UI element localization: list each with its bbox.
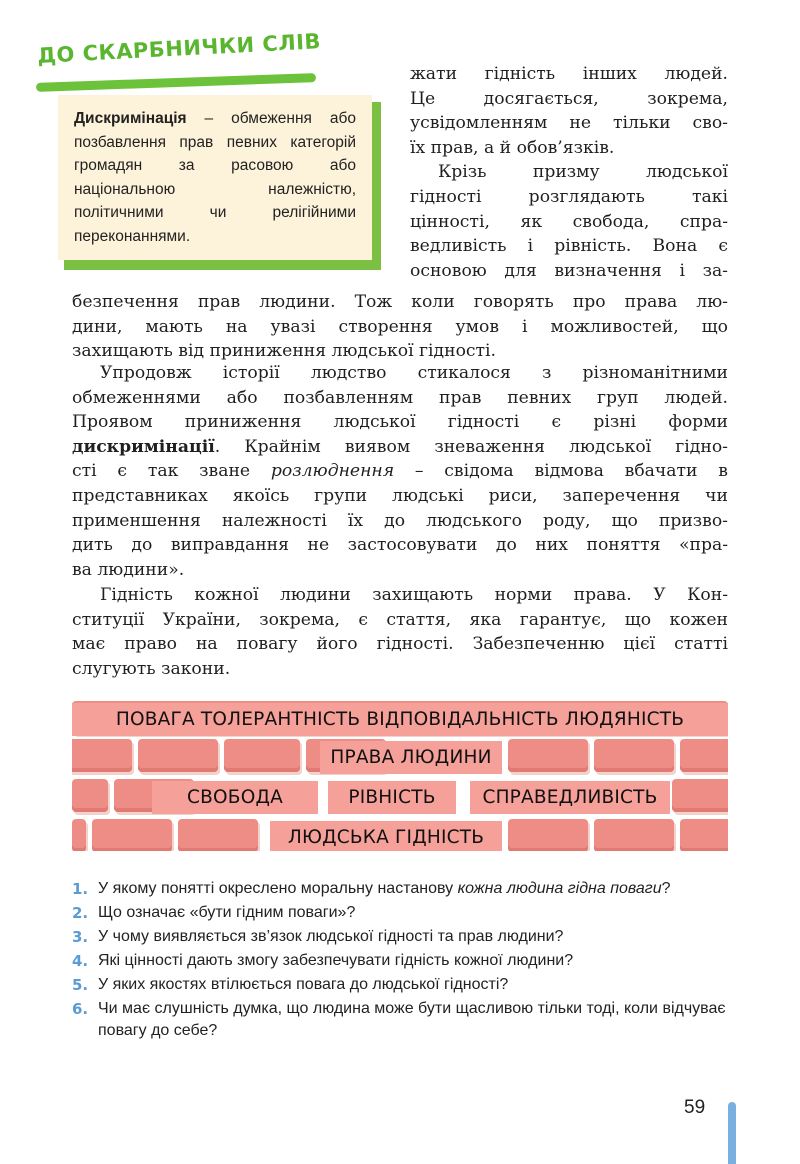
brick	[72, 779, 108, 812]
text-line: гідності розглядають такі	[410, 186, 728, 207]
questions-list	[72, 878, 732, 1044]
question-text: У чому виявляється зв’язок людської гідності та прав людини?	[98, 928, 564, 945]
text-line: ституції України, зокрема, є стаття, яка гарантує, що кожен	[72, 609, 728, 630]
brick	[72, 819, 86, 851]
question-text: У яких якостях втілюється повага до людської гідності?	[98, 976, 509, 993]
text-line: ведливість і рівність. Вона є	[410, 236, 728, 257]
question-item	[72, 902, 732, 924]
vocab-title: ДО СКАРБНИЧКИ СЛІВ	[36, 29, 322, 68]
text-line: применшення належності їх до людського роду, що призво-	[72, 510, 728, 531]
brick	[680, 819, 728, 851]
wall-label-human-dignity: ЛЮДСЬКА ГІДНІСТЬ	[270, 821, 502, 851]
question-item	[72, 878, 732, 900]
question-item	[72, 950, 732, 972]
brick	[594, 739, 674, 772]
question-text: У якому понятті окреслено моральну настанову	[98, 880, 458, 897]
question-number: 6.	[72, 1000, 89, 1018]
brick	[178, 819, 258, 851]
page-number: 59	[684, 1097, 706, 1118]
vocab-term: Дискримінація	[74, 110, 187, 127]
text-line: слугують закони.	[72, 658, 231, 679]
question-text: Чи має слушність думка, що людина може бути щасливою тільки тоді, коли відчуває повагу до себе?	[98, 1000, 726, 1039]
brick	[594, 819, 674, 851]
question-number: 3.	[72, 928, 89, 946]
question-text: ?	[661, 880, 671, 897]
brick	[138, 739, 218, 772]
text-line: Гідність кожної людини захищають норми права. У Кон-	[100, 585, 728, 605]
vocab-definition: – обмеження або позбавлення прав певних категорій громадян за расовою або національною належністю, політичними чи релігійними переконаннями.	[74, 110, 356, 245]
text-fragment: сті є так зване	[72, 461, 271, 482]
text-line: основою для визначення і за-	[410, 260, 728, 281]
text-line: Упродовж історії людство стикалося з різноманітними	[100, 363, 728, 383]
text-line: Крізь призму людської	[438, 162, 728, 183]
text-fragment: . Крайнім виявом зневаження людської гідно-	[214, 436, 728, 457]
question-number: 1.	[72, 880, 89, 898]
vocab-underline	[36, 73, 316, 92]
paragraph-right-column	[410, 62, 728, 283]
text-line: Проявом приниження людської гідності є різні форми	[72, 412, 728, 433]
brick-wall-illustration	[72, 701, 728, 851]
paragraph-continuation	[72, 290, 728, 364]
question-item	[72, 998, 732, 1042]
text-line: представниках якоїсь групи людські риси, заперечення чи	[72, 485, 728, 506]
text-line: жати гідність інших людей.	[410, 64, 728, 84]
question-text: Що означає «бути гідним поваги»?	[98, 904, 356, 921]
question-number: 5.	[72, 976, 89, 994]
brick	[92, 819, 172, 851]
question-number: 4.	[72, 952, 89, 970]
brick	[680, 739, 728, 772]
question-emphasis: кожна людина гідна поваги	[457, 880, 662, 897]
paragraph-constitution	[72, 583, 728, 681]
term-dehumanization: розлюднення	[270, 461, 395, 482]
text-line: захищають від приниження людської гідності.	[72, 341, 497, 362]
text-line: дини, мають на увазі створення умов і можливостей, що	[72, 316, 728, 337]
wall-label-human-rights: ПРАВА ЛЮДИНИ	[320, 741, 502, 774]
text-line: має право на повагу його гідності. Забезпеченню цієї статті	[72, 634, 728, 655]
question-item	[72, 926, 732, 948]
text-line	[72, 459, 728, 484]
brick	[508, 739, 588, 772]
text-line: безпечення прав людини. Тож коли говорять про права лю-	[72, 292, 728, 312]
brick	[72, 739, 132, 772]
text-line: їх прав, а й обов’язків.	[410, 137, 615, 158]
question-item	[72, 974, 732, 996]
brick	[672, 779, 728, 812]
page-edge-bar	[728, 1102, 736, 1164]
vocab-definition-box	[58, 95, 372, 260]
term-discrimination: дискримінації	[72, 436, 215, 457]
text-line	[72, 435, 728, 460]
brick	[224, 739, 300, 772]
text-line: цінності, як свобода, спра-	[410, 211, 728, 232]
wall-label-freedom: СВОБОДА	[152, 781, 318, 814]
wall-label-equality: РІВНІСТЬ	[328, 781, 456, 814]
paragraph-discrimination	[72, 361, 728, 582]
wall-label-justice: СПРАВЕДЛИВІСТЬ	[470, 781, 670, 814]
wall-label-values: ПОВАГА ТОЛЕРАНТНІСТЬ ВІДПОВІДАЛЬНІСТЬ ЛЮДЯНІСТЬ	[72, 703, 728, 736]
text-line: обмеженнями або позбавленням прав певних груп людей.	[72, 387, 728, 408]
question-number: 2.	[72, 904, 89, 922]
text-fragment: – свідома відмова вбачати в	[394, 461, 728, 482]
text-line: усвідомленням не тільки сво-	[410, 113, 728, 134]
text-line: ва людини».	[72, 559, 185, 580]
text-line: Це досягається, зокрема,	[410, 88, 728, 109]
text-line: дить до виправдання не застосовувати до них поняття «пра-	[72, 535, 728, 556]
brick	[508, 819, 588, 851]
question-text: Які цінності дають змогу забезпечувати гідність кожної людини?	[98, 952, 574, 969]
